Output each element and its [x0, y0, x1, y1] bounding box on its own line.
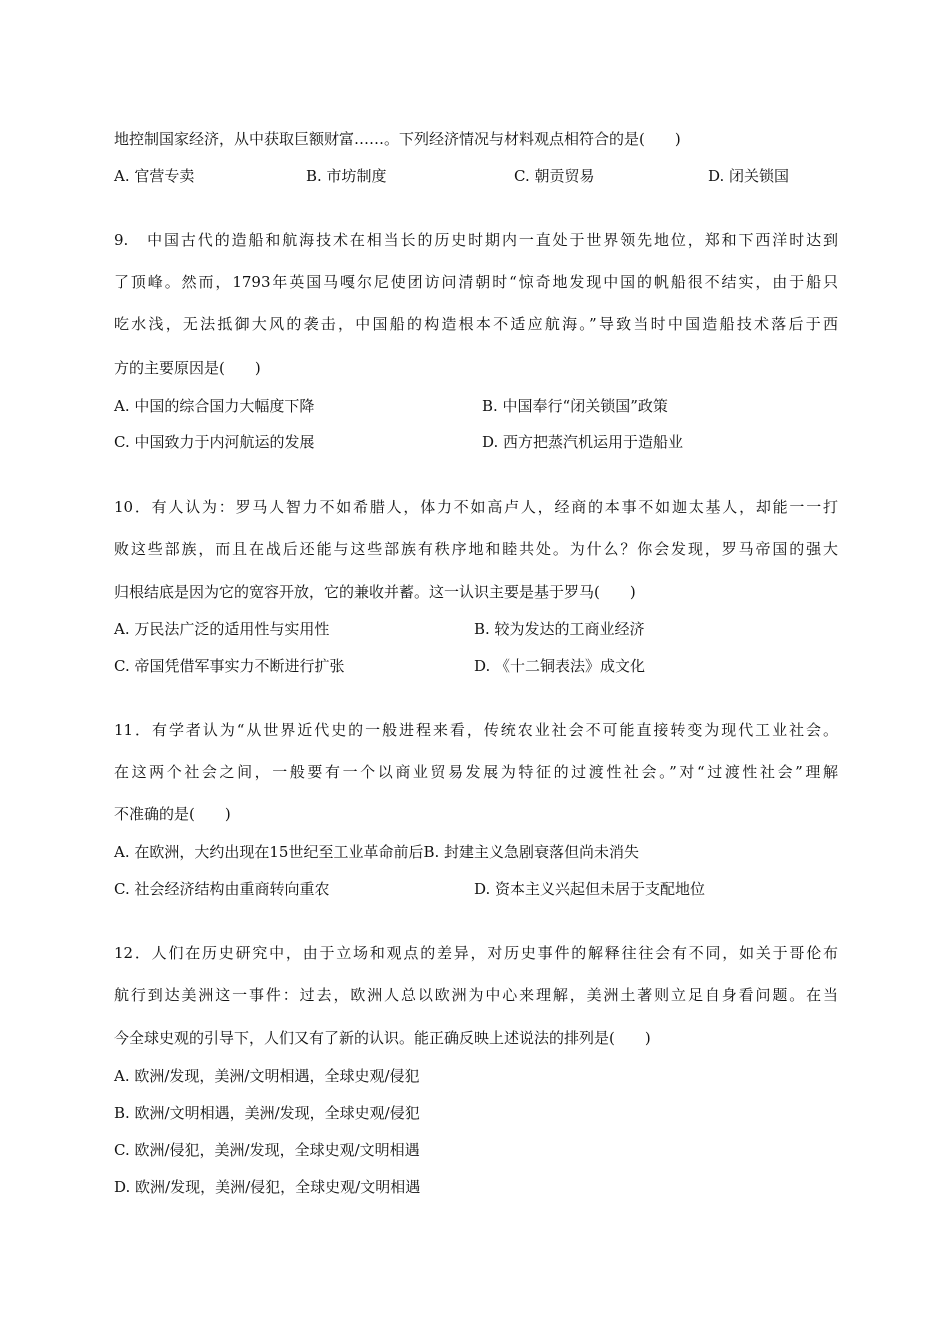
q11-option-c: C. 社会经济结构由重商转向重农: [114, 880, 330, 898]
q12-option-b: B. 欧洲/文明相遇，美洲/发现，全球史观/侵犯: [114, 1104, 420, 1122]
q10-option-a: A. 万民法广泛的适用性与实用性: [114, 620, 330, 638]
q8-option-a: A. 官营专卖: [114, 167, 195, 185]
q9-option-b: B. 中国奉行“闭关锁国”政策: [482, 397, 668, 415]
q10-option-c: C. 帝国凭借军事实力不断进行扩张: [114, 657, 345, 675]
q10-stem-line: 归根结底是因为它的宽容开放，它的兼收并蓄。这一认识主要是基于罗马( ): [114, 583, 636, 601]
q10-option-d: D. 《十二铜表法》成文化: [474, 657, 646, 675]
q11-stem-line: 在这两个社会之间，一般要有一个以商业贸易发展为特征的过渡性社会。”对“过渡性社会”理解: [114, 763, 838, 781]
q9-option-a: A. 中国的综合国力大幅度下降: [114, 397, 315, 415]
q9-option-c: C. 中国致力于内河航运的发展: [114, 433, 315, 451]
q9-stem-line: 方的主要原因是( ): [114, 359, 261, 377]
q12-option-a: A. 欧洲/发现，美洲/文明相遇，全球史观/侵犯: [114, 1067, 420, 1085]
q11-option-d: D. 资本主义兴起但未居于支配地位: [474, 880, 706, 898]
q9-stem-line: 吃水浅，无法抵御大风的袭击，中国船的构造根本不适应航海。”导致当时中国造船技术落后于西: [114, 315, 838, 333]
q8-option-b: B. 市坊制度: [306, 167, 387, 185]
q8-stem-tail: 地控制国家经济，从中获取巨额财富……。下列经济情况与材料观点相符合的是( ): [114, 130, 681, 148]
q12-stem-line: 今全球史观的引导下，人们又有了新的认识。能正确反映上述说法的排列是( ): [114, 1029, 651, 1047]
q12-stem-line: 航行到达美洲这一事件：过去，欧洲人总以欧洲为中心来理解，美洲土著则立足自身看问题。在当: [114, 986, 838, 1004]
q11-stem-line: 11．有学者认为“从世界近代史的一般进程来看，传统农业社会不可能直接转变为现代工业社会。: [114, 721, 838, 739]
q12-option-c: C. 欧洲/侵犯，美洲/发现，全球史观/文明相遇: [114, 1141, 420, 1159]
q10-stem-line: 败这些部族，而且在战后还能与这些部族有秩序地和睦共处。为什么？你会发现，罗马帝国的强大: [114, 540, 838, 558]
q9-stem-line: 了顶峰。然而，1793年英国马嘎尔尼使团访问清朝时“惊奇地发现中国的帆船很不结实，由于船只: [114, 273, 838, 291]
q9-stem-line: 9. 中国古代的造船和航海技术在相当长的历史时期内一直处于世界领先地位，郑和下西洋时达到: [114, 231, 838, 249]
q8-option-d: D. 闭关锁国: [708, 167, 790, 185]
q9-option-d: D. 西方把蒸汽机运用于造船业: [482, 433, 684, 451]
q11-stem-line: 不准确的是( ): [114, 805, 231, 823]
q12-stem-line: 12．人们在历史研究中，由于立场和观点的差异，对历史事件的解释往往会有不同，如关于哥伦布: [114, 944, 838, 962]
q11-option-a-b: A. 在欧洲，大约出现在15世纪至工业革命前后B. 封建主义急剧衰落但尚未消失: [114, 843, 640, 861]
q8-option-c: C. 朝贡贸易: [514, 167, 595, 185]
q10-option-b: B. 较为发达的工商业经济: [474, 620, 645, 638]
q10-stem-line: 10．有人认为：罗马人智力不如希腊人，体力不如高卢人，经商的本事不如迦太基人，却能一一打: [114, 498, 838, 516]
q12-option-d: D. 欧洲/发现，美洲/侵犯，全球史观/文明相遇: [114, 1178, 421, 1196]
